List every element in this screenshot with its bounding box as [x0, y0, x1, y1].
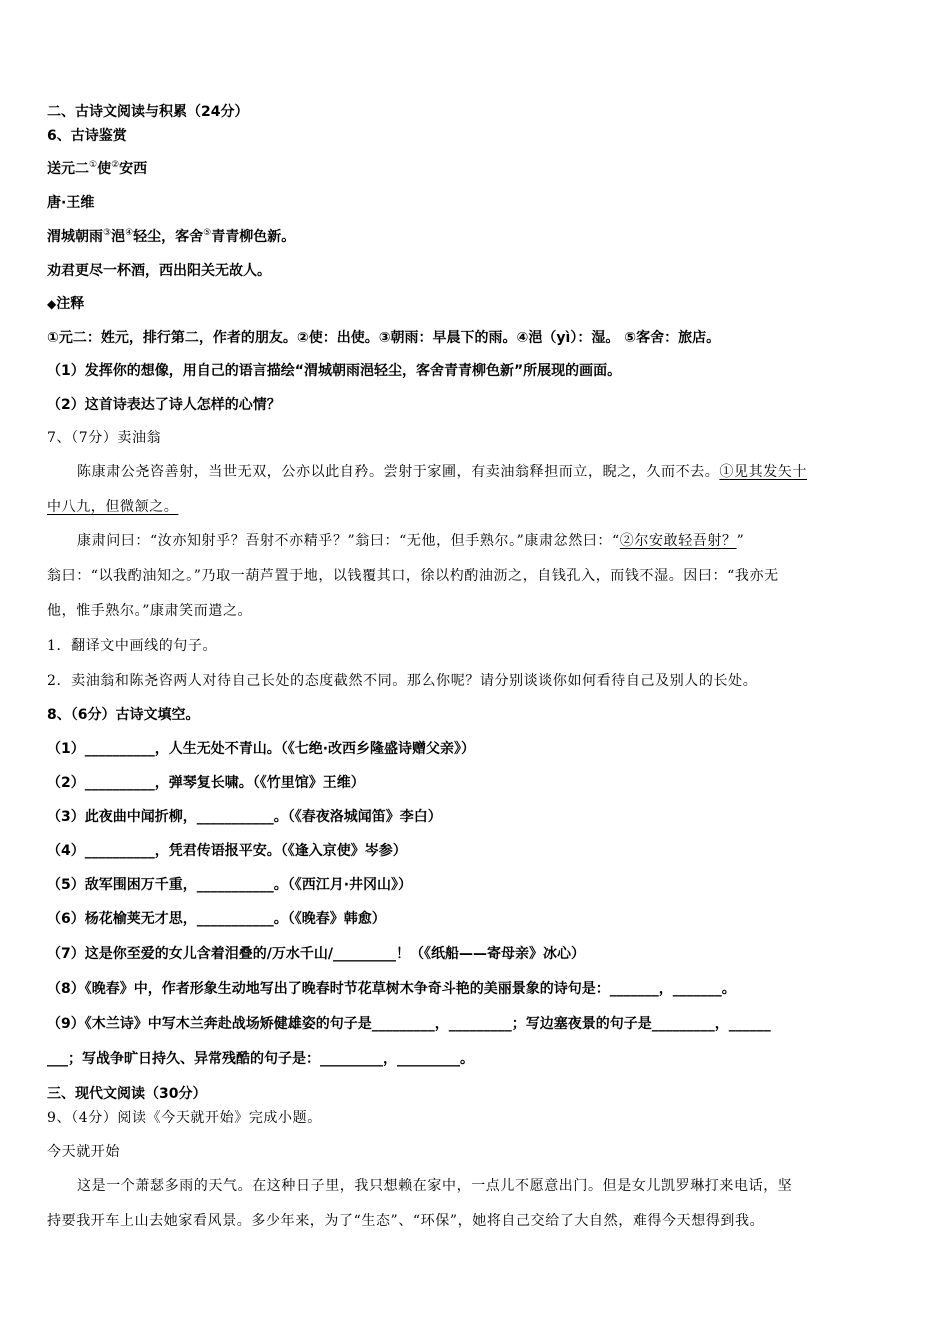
- q8-item-9-cont: ___；写战争旷日持久、异常残酷的句子是：_________，_________。: [47, 1051, 474, 1067]
- q7-para-2-line-2: 翁曰：“以我酌油知之。”乃取一葫芦置于地，以钱覆其口，徐以杓酌油沥之，自钱孔入，而钱不湿。因曰：“我亦无: [47, 568, 779, 584]
- underlined-sentence-1-cont: 中八九，但微颔之。: [47, 499, 179, 515]
- q8-item-6: （6）杨花榆荚无才思，___________。（《晚春》韩愈）: [47, 911, 386, 927]
- underlined-sentence-2: ②尔安敢轻吾射？: [619, 533, 737, 549]
- q8-item-2: （2）__________，弹琴复长啸。（《竹里馆》王维）: [47, 775, 365, 791]
- q6-1: （1）发挥你的想像，用自己的语言描绘“渭城朝雨浥轻尘，客舍青青柳色新”所展现的画面。: [47, 363, 622, 379]
- section2-heading: 二、古诗文阅读与积累（24分）: [47, 104, 249, 120]
- poem-title: 送元二①使②安西: [47, 160, 148, 177]
- q8-item-5: （5）敌军围困万千重，___________。（《西江月·井冈山》）: [47, 877, 413, 893]
- q8-item-8: （8）《晚春》中，作者形象生动地写出了晚春时节花草树木争奇斗艳的美丽景象的诗句是：_______，_______。: [47, 981, 736, 997]
- section3-heading: 三、现代文阅读（30分）: [47, 1086, 207, 1102]
- notes-text: ①元二：姓元，排行第二，作者的朋友。②使：出使。③朝雨：早晨下的雨。④浥（yì）：湿。 ⑤客舍：旅店。: [47, 330, 721, 346]
- poem-line-1: 渭城朝雨③浥④轻尘，客舍⑤青青柳色新。: [47, 228, 296, 245]
- q7-2: 2．卖油翁和陈尧咨两人对待自己长处的态度截然不同。那么你呢？请分别谈谈你如何看待自己及别人的长处。: [47, 673, 758, 689]
- q7-1: 1．翻译文中画线的句子。: [47, 638, 218, 654]
- q9-title: 9、（4分）阅读《今天就开始》完成小题。: [47, 1110, 322, 1126]
- q6-title: 6、古诗鉴赏: [47, 128, 127, 144]
- note-marker-1: ①: [89, 160, 98, 170]
- q7-para-2-line-1: 康肃问曰：“汝亦知射乎？吾射不亦精乎？”翁曰：“无他，但手熟尔。”康肃忿然曰：“②尔安敢轻吾射？”: [77, 533, 745, 549]
- poem-author: 唐·王维: [47, 195, 95, 211]
- note-marker-5: ⑤: [203, 228, 212, 238]
- q7-title: 7、（7分）卖油翁: [47, 430, 162, 446]
- q8-item-7: （7）这是你至爱的女儿含着泪叠的/万水千山/_________！（《纸船——寄母亲》冰心）: [47, 946, 585, 962]
- diamond-icon: ◆: [47, 297, 57, 311]
- poem-line-2: 劝君更尽一杯酒，西出阳关无故人。: [47, 263, 271, 279]
- article-para-1-line-2: 持要我开车上山去她家看风景。多少年来，为了“生态”、“环保”，她将自己交给了大自然，难得今天想得到我。: [47, 1213, 765, 1229]
- article-title: 今天就开始: [47, 1144, 120, 1160]
- note-marker-2: ②: [111, 160, 120, 170]
- article-para-1-line-1: 这是一个萧瑟多雨的天气。在这种日子里，我只想赖在家中，一点儿不愿意出门。但是女儿凯罗琳打来电话，坚: [77, 1178, 793, 1194]
- q8-title: 8、（6分）古诗文填空。: [47, 707, 200, 723]
- q7-para-1-line-2: [47, 497, 905, 517]
- notes-heading: ◆注释: [47, 296, 85, 312]
- q7-para-2-line-3: 他，惟手熟尔。”康肃笑而遣之。: [47, 603, 253, 619]
- q8-item-9: （9）《木兰诗》中写木兰奔赴战场矫健雄姿的句子是_________，_________；写边塞夜景的句子是_________，______: [47, 1016, 771, 1032]
- underlined-sentence-1: ①见其发矢十: [719, 464, 808, 480]
- q8-item-4: （4）__________，凭君传语报平安。（《逢入京使》岑参）: [47, 843, 407, 859]
- q8-item-1: （1）__________，人生无处不青山。（《七绝·改西乡隆盛诗赠父亲》）: [47, 741, 476, 757]
- q6-2: （2）这首诗表达了诗人怎样的心情？: [47, 397, 281, 413]
- note-marker-4: ④: [125, 228, 134, 238]
- q8-item-3: （3）此夜曲中闻折柳，___________。（《春夜洛城闻笛》李白）: [47, 809, 442, 825]
- note-marker-3: ③: [103, 228, 112, 238]
- q7-para-1-line-1: 陈康肃公尧咨善射，当世无双，公亦以此自矜。尝射于家圃，有卖油翁释担而立，睨之，久而不去。①见其发矢十: [77, 464, 808, 480]
